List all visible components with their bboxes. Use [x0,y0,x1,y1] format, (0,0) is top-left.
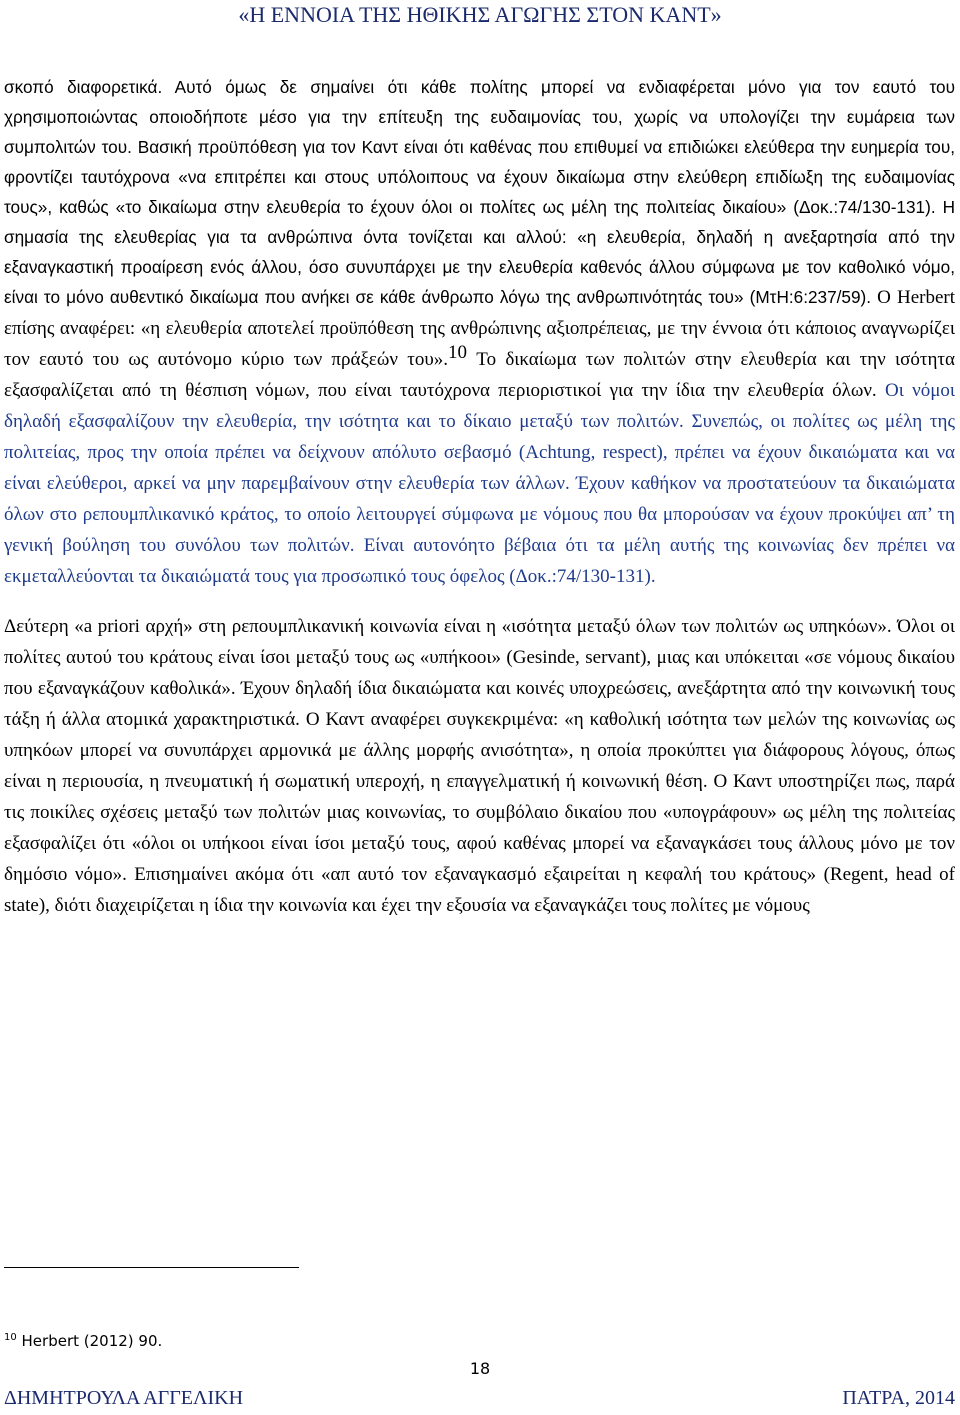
p1-sentence-8: Είναι αυτονόητο βέβαια ότι τα μέλη αυτής της κοινωνίας δεν πρέπει να εκμεταλλεύονται τα δικαιώματά τους για προσωπικό τους όφελος (Δοκ.:74/130-131). [4,535,955,587]
paragraph-1 [4,72,955,592]
p1-sentence-4: Το δικαίωμα των πολιτών στην ελευθερία και την ισότητα εξασφαλίζεται από τη θέσπιση νόμων, που είναι ταυτόχρονα περιοριστικοί για την ίδια την ελευθερία όλων. [4,349,955,401]
footer-place-year: ΠΑΤΡΑ, 2014 [842,1387,955,1409]
p1-sentence-6: Συνεπώς, οι πολίτες ως μέλη της πολιτείας, προς την οποία πρέπει να δείχνουν απόλυτο σεβασμό (Achtung, respect), πρέπει να έχουν δικαιώματα και να είναι ελεύθεροι, αρκεί να μην παρεμβαίνουν στην ελευθερία των άλλων. [4,411,955,494]
p1-sentence-1: σκοπό διαφορετικά. Αυτό όμως δε σημαίνει ότι κάθε πολίτης μπορεί να ενδιαφέρεται μόνο για τον εαυτό του χρησιμοποιώντας οποιοδήποτε μέσο για την επίτευξη της ευδαιμονίας του, χωρίς να υπολογίζει την ευμάρεια των συμπολιτών του. Βασική προϋπόθεση για τον Καντ είναι ότι καθένας που επιθυμεί να επιδιώκει ελεύθερα την ευημερία του, φροντίζει ταυτόχρονα «να επιτρέπει και στους υπόλοιπους να έχουν δικαίωμα στην ελεύθερη επιδίωξη της ευδαιμονίας τους», καθώς «το δικαίωμα στην ελευθερία το έχουν όλοι οι πολίτες ως μέλη της πολιτείας δικαίου» (Δοκ.:74/130-131). [4,77,955,217]
footer-author: ΔΗΜΗΤΡΟΥΛΑ ΑΓΓΕΛΙΚΗ [4,1387,244,1409]
p2-sentence-3: Ο Καντ αναφέρει συγκεκριμένα: «η καθολική ισότητα των μελών της κοινωνίας ως υπηκόων μπορεί να συνυπάρχει αρμονικά με άλλης μορφής ανισότητα», η οποία προκύπτει για διάφορους λόγους, όπως είναι η περιουσία, η πνευματική ή σωματική υπεροχή, η επαγγελματική ή κοινωνική θέση. [4,709,956,792]
footnote-divider [4,1267,299,1268]
p1-sentence-7: Έχουν καθήκον να προστατεύουν τα δικαιώματα όλων στο ρεπουμπλικανικό κράτος, το οποίο λειτουργεί σύμφωνα με νόμους που θα μπορούσαν να έχουν προκύψει απ’ τη γενική βούληση του συνόλου των πολιτών. [4,473,955,556]
p1-sentence-5: Οι νόμοι δηλαδή εξασφαλίζουν την ελευθερία, την ισότητα και το δίκαιο μεταξύ των πολιτών. [4,380,955,432]
p1-sentence-3: Ο Herbert επίσης αναφέρει: «η ελευθερία αποτελεί προϋπόθεση της ανθρώπινης αξιοπρέπειας, με την έννοια ότι κάποιος αναγνωρίζει τον εαυτό του ως αυτόνομο κύριο των πράξεών του». [4,287,955,370]
footnote-text: Herbert (2012) 90. [21,1332,163,1350]
footnote-number: 10 [4,1332,17,1343]
body-text [4,72,955,921]
p2-sentence-2: Όλοι οι πολίτες αυτού του κράτους είναι ίσοι μεταξύ τους ως «υπήκοοι» (Gesinde, servant), μιας και υπόκειται «σε νόμους δικαίου που εξαναγκάζουν καθολικά». Έχουν δηλαδή ίδια δικαιώματα και κοινές υποχρεώσεις, ανεξάρτητα από την κοινωνική τους τάξη ή άλλα ατομικά χαρακτηριστικά. [4,616,955,730]
p2-sentence-1: Δεύτερη «a priori αρχή» στη ρεπουμπλικανική κοινωνία είναι η «ισότητα μεταξύ όλων των πολιτών ως υπηκόων». [4,616,892,637]
footnote-reference[interactable]: 10 [448,342,468,363]
running-header: «Η ΕΝΝΟΙΑ ΤΗΣ ΗΘΙΚΗΣ ΑΓΩΓΗΣ ΣΤΟΝ ΚΑΝΤ» [238,2,722,27]
p1-sentence-2: Η σημασία της ελευθερίας για τα ανθρώπινα όντα τονίζεται και αλλού: «η ελευθερία, δηλαδή η ανεξαρτησία από την εξαναγκαστική προαίρεση ενός άλλου, όσο συνυπάρχει με την ελευθερία καθενός άλλου σύμφωνα με τον καθολικό νόμο, είναι το μόνο αυθεντικό δικαίωμα που ανήκει σε κάθε άνθρωπο λόγω της ανθρωπινότητάς του» (ΜτΗ:6:237/59). [4,197,955,307]
footnote [4,1331,162,1351]
p2-sentence-4: Ο Καντ υποστηρίζει πως, παρά τις ποικίλες σχέσεις μεταξύ των πολιτών μιας κοινωνίας, το συμβόλαιο δικαίου που «υπογράφουν» ως μέλη της πολιτείας εξασφαλίζει ότι «όλοι οι υπήκοοι είναι ίσοι μεταξύ τους, αφού καθένας μπορεί να εξαναγκάσει τους άλλους μόνο με τον δημόσιο νόμο». Επισημαίνει ακόμα ότι «απ αυτό τον εξαναγκασμό εξαιρείται η κεφαλή του κράτους» (Regent, head of state), διότι διαχειρίζεται η ίδια την κοινωνία και έχει την εξουσία να εξαναγκάζει τους πολίτες με νόμους [4,771,955,916]
page-number: 18 [469,1359,491,1378]
paragraph-2 [4,611,955,921]
running-footer [4,1385,955,1411]
